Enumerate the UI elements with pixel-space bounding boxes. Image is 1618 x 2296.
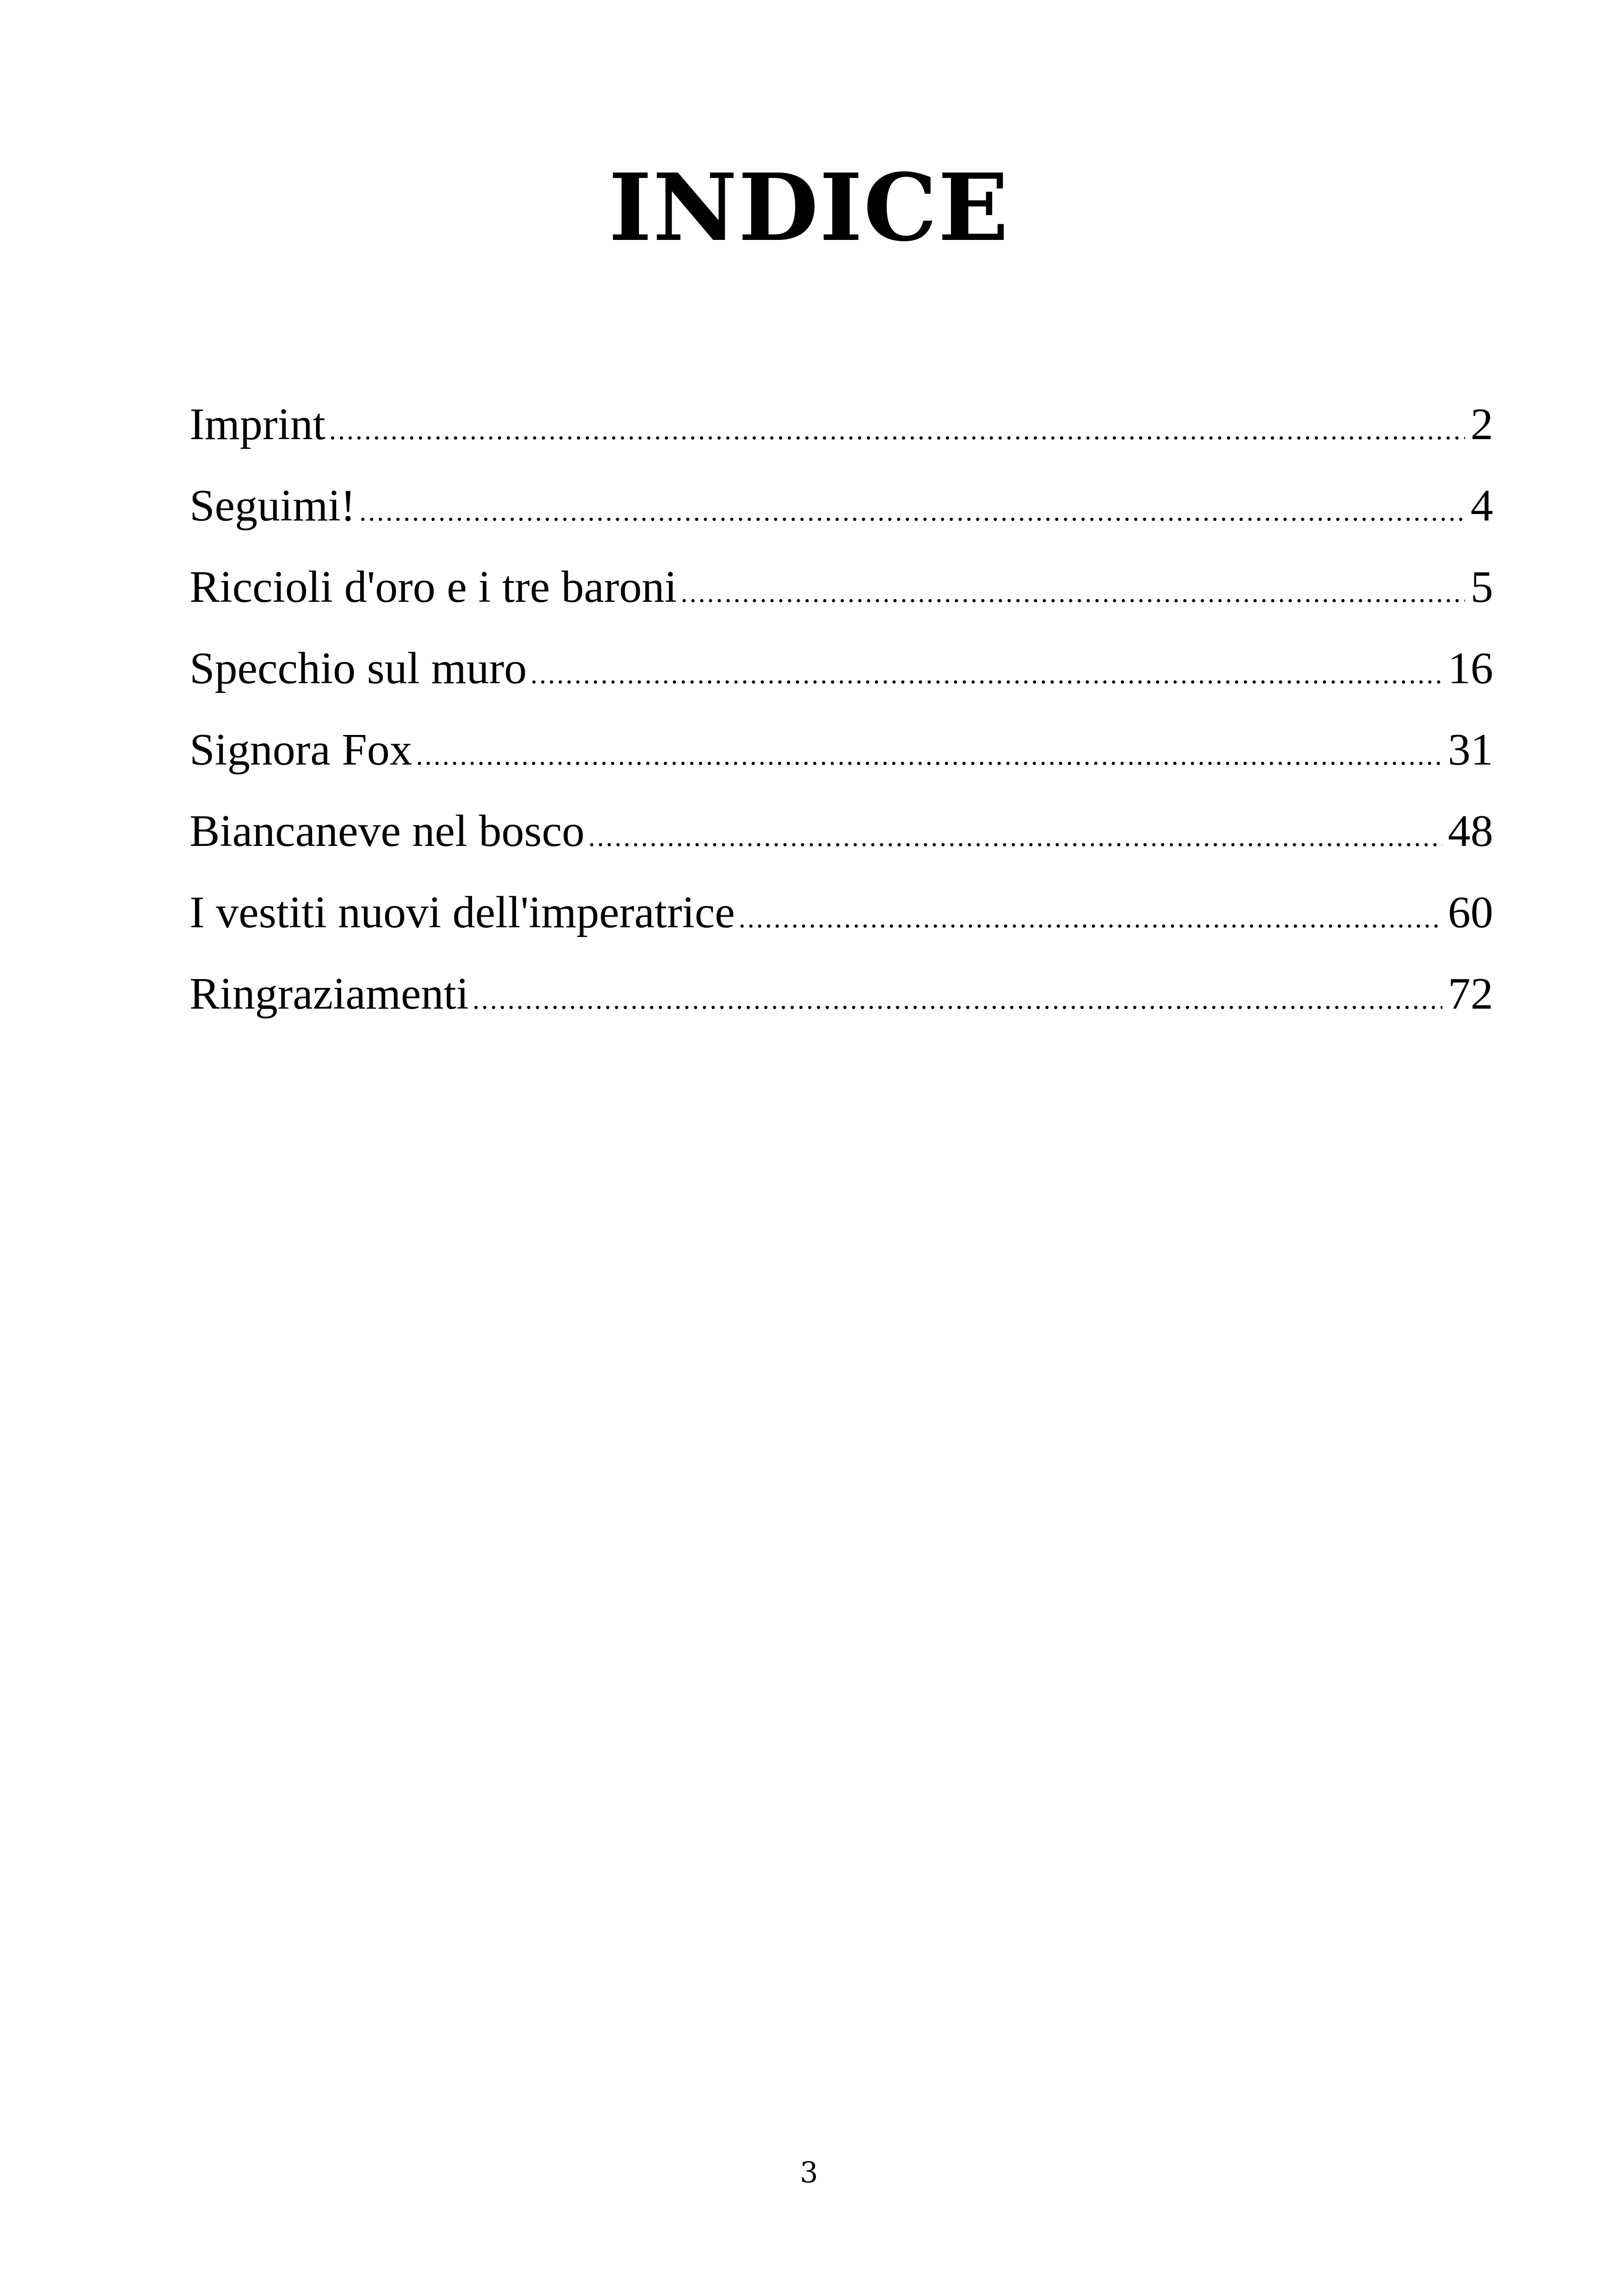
toc-entry-title: Biancaneve nel bosco bbox=[190, 806, 585, 856]
toc-entry-page: 4 bbox=[1471, 481, 1493, 531]
toc-entry-title: Riccioli d'oro e i tre baroni bbox=[190, 562, 677, 612]
toc-entry-title: Ringraziamenti bbox=[190, 969, 469, 1019]
toc-entry-title: Seguimi! bbox=[190, 481, 356, 531]
page-title: INDICE bbox=[608, 153, 1010, 262]
toc-entry-page: 72 bbox=[1448, 969, 1493, 1019]
toc-entry-page: 60 bbox=[1448, 888, 1493, 937]
toc-entry-title: Specchio sul muro bbox=[190, 643, 527, 693]
toc-entry-signora-fox[interactable] bbox=[190, 709, 1493, 790]
toc-entry-page: 31 bbox=[1448, 725, 1493, 775]
dot-leader bbox=[329, 407, 1465, 453]
dot-leader bbox=[681, 569, 1465, 616]
toc-entry-title: Signora Fox bbox=[190, 725, 412, 775]
dot-leader bbox=[359, 488, 1465, 534]
toc-entry-specchio-sul-muro[interactable] bbox=[190, 628, 1493, 709]
toc-entry-ringraziamenti[interactable] bbox=[190, 953, 1493, 1035]
toc-entry-riccioli-doro[interactable] bbox=[190, 546, 1493, 628]
toc-entry-page: 16 bbox=[1448, 643, 1493, 693]
toc-entry-page: 5 bbox=[1471, 562, 1493, 612]
toc-entry-imprint[interactable] bbox=[190, 384, 1493, 465]
dot-leader bbox=[530, 651, 1442, 697]
table-of-contents bbox=[190, 384, 1493, 1035]
dot-leader bbox=[588, 814, 1442, 860]
page-number: 3 bbox=[800, 2155, 818, 2189]
dot-leader bbox=[416, 732, 1442, 778]
toc-entry-page: 48 bbox=[1448, 806, 1493, 856]
toc-entry-page: 2 bbox=[1471, 399, 1493, 449]
toc-entry-seguimi[interactable] bbox=[190, 465, 1493, 546]
toc-entry-title: Imprint bbox=[190, 399, 325, 449]
toc-entry-title: I vestiti nuovi dell'imperatrice bbox=[190, 888, 735, 937]
dot-leader bbox=[472, 976, 1442, 1022]
toc-entry-biancaneve[interactable] bbox=[190, 790, 1493, 872]
dot-leader bbox=[739, 895, 1442, 941]
toc-entry-vestiti-nuovi[interactable] bbox=[190, 872, 1493, 953]
